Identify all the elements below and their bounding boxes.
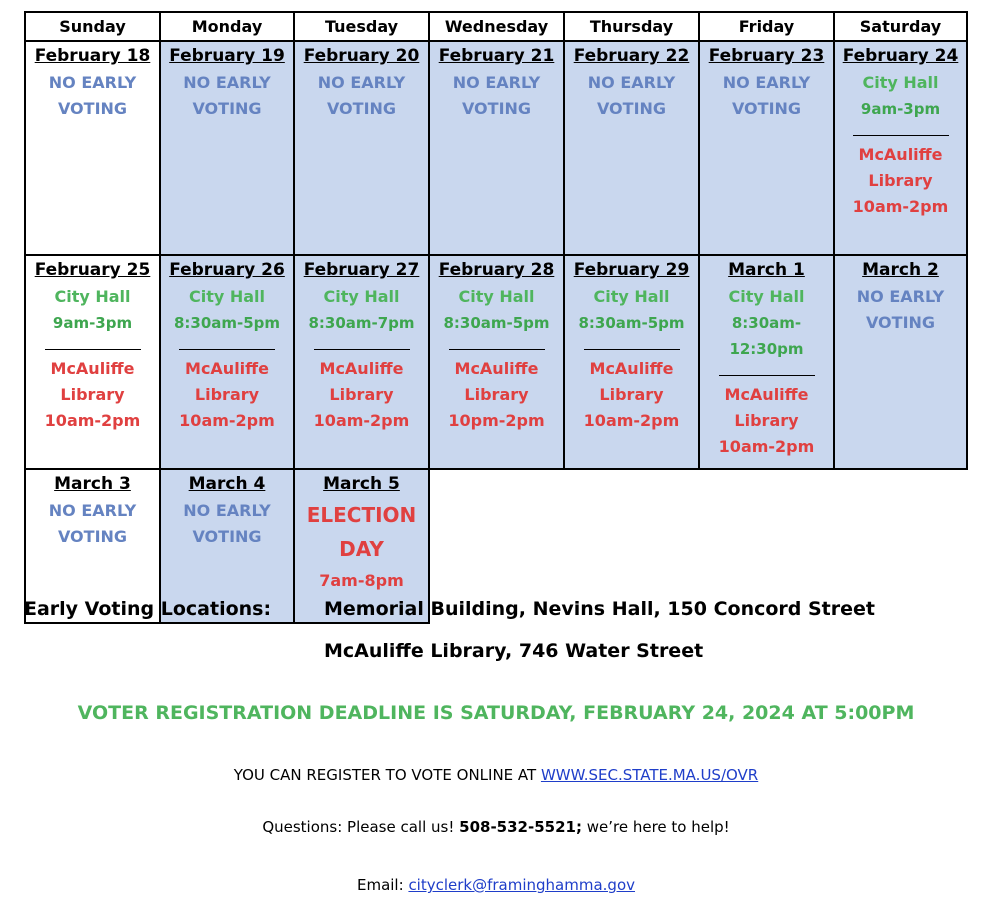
no-early-voting-text: VOTING (461, 99, 532, 118)
election-hours: 7am-8pm (319, 571, 404, 590)
register-online-line (0, 766, 992, 784)
no-early-voting-text: VOTING (731, 99, 802, 118)
city-hall-hours: 8:30am- (731, 314, 802, 332)
library-hours: 10pm-2pm (448, 411, 545, 430)
library-label: Library (194, 385, 260, 404)
day-date: February 26 (169, 260, 285, 280)
city-hall-label: City Hall (593, 287, 670, 306)
city-hall-label: City Hall (188, 287, 266, 306)
library-label: Library (868, 171, 933, 190)
day-date: March 1 (728, 260, 805, 280)
city-hall-hours: 8:30am-5pm (578, 314, 685, 332)
day-cell (25, 41, 160, 255)
location-memorial-building: Memorial Building, Nevins Hall, 150 Concord Street (324, 598, 875, 620)
day-date: March 4 (188, 474, 266, 494)
day-cell (294, 41, 429, 255)
day-cell (834, 255, 967, 469)
weekday-monday: Monday (160, 12, 294, 41)
library-hours: 10am-2pm (583, 411, 680, 430)
day-cell (160, 41, 294, 255)
no-early-voting-text: NO EARLY (48, 73, 137, 92)
library-hours: 10am-2pm (179, 411, 275, 430)
day-cell (699, 255, 834, 469)
city-hall-label: City Hall (54, 287, 131, 306)
library-hours: 10am-2pm (852, 197, 949, 216)
day-date: March 5 (323, 474, 400, 494)
library-label: Library (60, 385, 125, 404)
register-link[interactable]: WWW.SEC.STATE.MA.US/OVR (540, 766, 759, 784)
library-label: McAuliffe (589, 359, 674, 378)
city-hall-hours: 8:30am-7pm (308, 314, 415, 332)
library-hours: 10am-2pm (44, 411, 141, 430)
location-mcauliffe-library: McAuliffe Library, 746 Water Street (324, 640, 704, 662)
day-cell (429, 255, 564, 469)
library-label: McAuliffe (185, 359, 269, 378)
early-voting-calendar (24, 11, 968, 624)
day-date: March 2 (862, 260, 939, 280)
library-label: Library (599, 385, 664, 404)
separator-line (853, 122, 949, 136)
locations-label: Early Voting Locations: (24, 598, 272, 620)
day-date: February 19 (169, 46, 285, 66)
registration-deadline: VOTER REGISTRATION DEADLINE IS SATURDAY, FEBRUARY 24, 2024 AT 5:00PM (77, 702, 915, 724)
city-hall-hours: 12:30pm (729, 340, 804, 358)
weekday-header-row (25, 12, 967, 41)
no-early-voting-text: NO EARLY (587, 73, 676, 92)
weekday-tuesday: Tuesday (294, 12, 429, 41)
city-hall-label: City Hall (323, 287, 400, 306)
weekday-wednesday: Wednesday (429, 12, 564, 41)
separator-line (179, 336, 275, 350)
questions-line (0, 818, 992, 836)
library-label: McAuliffe (319, 359, 404, 378)
day-cell (25, 255, 160, 469)
city-hall-hours: 9am-3pm (860, 100, 941, 118)
separator-line (45, 336, 141, 350)
library-label: McAuliffe (858, 145, 943, 164)
day-cell (294, 255, 429, 469)
day-cell (834, 41, 967, 255)
email-label: Email: (356, 876, 409, 894)
city-hall-hours: 9am-3pm (52, 314, 133, 332)
election-day-label: ELECTION (306, 503, 417, 527)
no-early-voting-text: NO EARLY (722, 73, 811, 92)
library-label: McAuliffe (50, 359, 135, 378)
day-cell (564, 255, 699, 469)
no-early-voting-text: NO EARLY (183, 73, 271, 92)
library-label: Library (329, 385, 394, 404)
weekday-saturday: Saturday (834, 12, 967, 41)
day-date: February 27 (303, 260, 420, 280)
library-hours: 10am-2pm (718, 437, 815, 456)
day-date: February 21 (438, 46, 555, 66)
day-cell (160, 255, 294, 469)
library-label: Library (734, 411, 799, 430)
phone-number: 508-532-5521; (459, 818, 582, 836)
no-early-voting-text: VOTING (57, 527, 128, 546)
election-day-label: DAY (339, 537, 384, 561)
no-early-voting-text: VOTING (865, 313, 936, 332)
questions-text: Questions: Please call us! (262, 818, 460, 836)
weekday-thursday: Thursday (564, 12, 699, 41)
day-date: February 28 (438, 260, 555, 280)
week-row-2 (25, 255, 967, 469)
weekday-friday: Friday (699, 12, 834, 41)
day-date: February 24 (842, 46, 959, 66)
separator-line (584, 336, 680, 350)
no-early-voting-text: VOTING (192, 99, 262, 118)
no-early-voting-text: NO EARLY (48, 501, 137, 520)
email-link[interactable]: cityclerk@framinghamma.gov (408, 876, 636, 894)
no-early-voting-text: VOTING (57, 99, 128, 118)
email-line (0, 876, 992, 894)
day-cell (429, 41, 564, 255)
library-label: Library (464, 385, 529, 404)
weekday-sunday: Sunday (25, 12, 160, 41)
day-cell (564, 41, 699, 255)
no-early-voting-text: VOTING (596, 99, 667, 118)
library-label: McAuliffe (724, 385, 809, 404)
city-hall-hours: 8:30am-5pm (173, 314, 281, 332)
day-date: February 29 (573, 260, 690, 280)
week-row-1 (25, 41, 967, 255)
day-date: February 18 (34, 46, 151, 66)
no-early-voting-text: VOTING (326, 99, 397, 118)
no-early-voting-text: NO EARLY (317, 73, 406, 92)
city-hall-label: City Hall (862, 73, 939, 92)
city-hall-label: City Hall (728, 287, 805, 306)
no-early-voting-text: NO EARLY (856, 287, 945, 306)
questions-help-text: we’re here to help! (581, 818, 730, 836)
no-early-voting-text: NO EARLY (452, 73, 541, 92)
city-hall-hours: 8:30am-5pm (443, 314, 550, 332)
separator-line (314, 336, 410, 350)
day-date: February 23 (708, 46, 825, 66)
register-text: YOU CAN REGISTER TO VOTE ONLINE AT (233, 766, 541, 784)
city-hall-label: City Hall (458, 287, 535, 306)
separator-line (719, 362, 815, 376)
day-cell (699, 41, 834, 255)
day-date: February 25 (34, 260, 151, 280)
separator-line (449, 336, 545, 350)
no-early-voting-text: VOTING (192, 527, 262, 546)
day-date: February 20 (303, 46, 420, 66)
library-label: McAuliffe (454, 359, 539, 378)
library-hours: 10am-2pm (313, 411, 410, 430)
day-date: February 22 (573, 46, 690, 66)
day-date: March 3 (54, 474, 131, 494)
no-early-voting-text: NO EARLY (183, 501, 271, 520)
